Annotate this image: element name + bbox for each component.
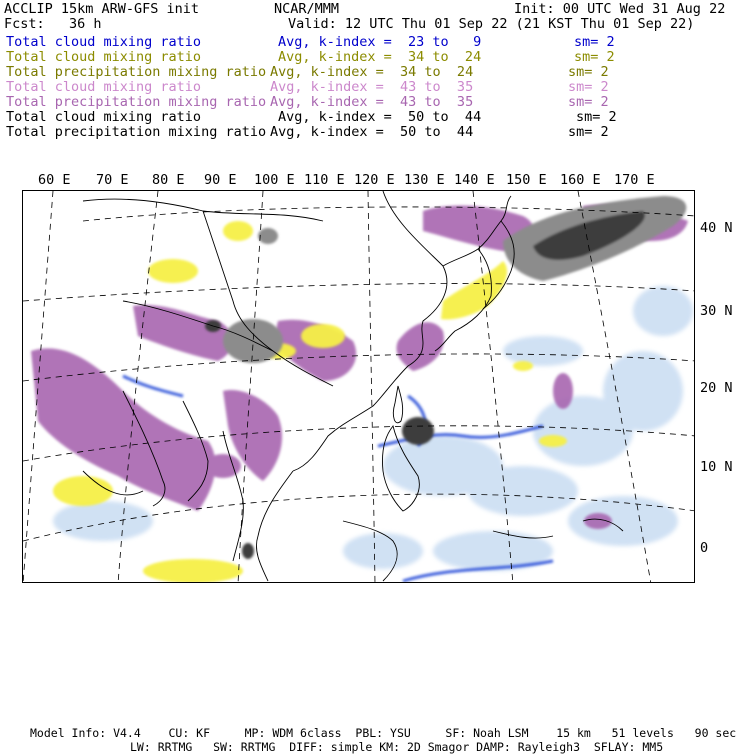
- field-name: Total cloud mixing ratio: [6, 34, 202, 50]
- field-name: Total cloud mixing ratio: [6, 109, 202, 125]
- lon-label: 160 E: [560, 172, 601, 188]
- field-row: [0, 50, 740, 65]
- map-panel: [22, 190, 695, 583]
- center-label: NCAR/MMM: [274, 1, 340, 17]
- field-row: [0, 95, 740, 110]
- lat-label: 10 N: [700, 459, 733, 475]
- field-avg: Avg, k-index = 43 to 35: [270, 94, 474, 110]
- lon-label: 110 E: [304, 172, 345, 188]
- plot-title: ACCLIP 15km ARW-GFS init: [4, 1, 200, 17]
- lon-label: 170 E: [614, 172, 655, 188]
- field-smooth: sm= 2: [568, 64, 609, 80]
- field-avg: Avg, k-index = 34 to 24: [270, 64, 474, 80]
- lat-label: 0: [700, 540, 709, 556]
- field-avg: Avg, k-index = 23 to 9: [278, 34, 482, 50]
- field-avg: Avg, k-index = 50 to 44: [278, 109, 482, 125]
- header-row-2: [0, 17, 740, 32]
- map-canvas: [23, 191, 695, 583]
- lon-label: 120 E: [354, 172, 395, 188]
- field-name: Total cloud mixing ratio: [6, 49, 202, 65]
- lat-label: 30 N: [700, 303, 733, 319]
- init-time: Init: 00 UTC Wed 31 Aug 22: [514, 1, 726, 17]
- field-row: [0, 125, 740, 140]
- lon-label: 90 E: [204, 172, 237, 188]
- field-name: Total precipitation mixing ratio: [6, 94, 267, 110]
- field-row: [0, 65, 740, 80]
- lon-label: 100 E: [254, 172, 295, 188]
- field-name: Total precipitation mixing ratio: [6, 64, 267, 80]
- lat-label: 20 N: [700, 380, 733, 396]
- field-row: [0, 110, 740, 125]
- field-name: Total cloud mixing ratio: [6, 79, 202, 95]
- lon-label: 60 E: [38, 172, 71, 188]
- lon-label: 70 E: [96, 172, 129, 188]
- lat-label: 40 N: [700, 220, 733, 236]
- field-row: [0, 80, 740, 95]
- field-smooth: sm= 2: [574, 34, 615, 50]
- plot-header: [0, 0, 740, 150]
- header-row-1: [0, 2, 740, 17]
- field-smooth: sm= 2: [576, 109, 617, 125]
- field-row: [0, 35, 740, 50]
- lon-label: 140 E: [454, 172, 495, 188]
- field-avg: Avg, k-index = 43 to 35: [270, 79, 474, 95]
- forecast-hour: Fcst: 36 h: [4, 16, 102, 32]
- lon-label: 130 E: [404, 172, 445, 188]
- footer-physics: [0, 726, 740, 754]
- field-smooth: sm= 2: [568, 79, 609, 95]
- field-name: Total precipitation mixing ratio: [6, 124, 267, 140]
- field-avg: Avg, k-index = 34 to 24: [278, 49, 482, 65]
- footer-line-1: Model Info: V4.4 CU: KF MP: WDM 6class PBL: YSU SF: Noah LSM 15 km 51 levels 90 sec: [30, 726, 737, 740]
- valid-time: Valid: 12 UTC Thu 01 Sep 22 (21 KST Thu 01 Sep 22): [288, 16, 695, 32]
- field-smooth: sm= 2: [568, 124, 609, 140]
- lon-label: 150 E: [506, 172, 547, 188]
- footer-line-2: LW: RRTMG SW: RRTMG DIFF: simple KM: 2D Smagor DAMP: Rayleigh3 SFLAY: MM5: [130, 740, 664, 754]
- field-smooth: sm= 2: [574, 49, 615, 65]
- field-avg: Avg, k-index = 50 to 44: [270, 124, 474, 140]
- field-smooth: sm= 2: [568, 94, 609, 110]
- lon-label: 80 E: [152, 172, 185, 188]
